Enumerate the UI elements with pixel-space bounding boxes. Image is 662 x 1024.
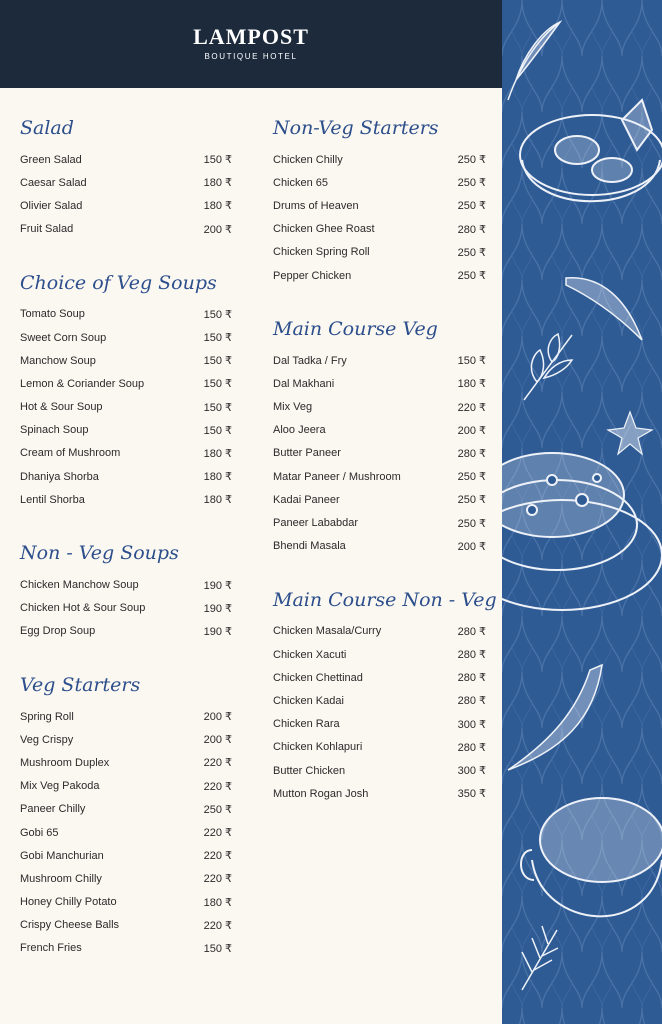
brand-subtitle: BOUTIQUE HOTEL [204, 52, 298, 61]
menu-item-name: Kadai Paneer [273, 493, 340, 506]
menu-item-price: 220 ₹ [203, 919, 232, 932]
menu-item-name: Mushroom Duplex [20, 756, 110, 769]
menu-item-name: Aloo Jeera [273, 424, 326, 437]
menu-item-price: 180 ₹ [203, 447, 232, 460]
menu-item-name: Spinach Soup [20, 424, 89, 437]
menu-item [273, 241, 486, 264]
menu-item [20, 867, 232, 890]
menu-section-non-veg-starters [273, 112, 486, 287]
menu-item-price: 220 ₹ [203, 757, 232, 770]
menu-item-price: 250 ₹ [457, 246, 486, 259]
menu-item [20, 218, 232, 241]
menu-item-price: 150 ₹ [203, 332, 232, 345]
menu-item-name: Paneer Lababdar [273, 517, 359, 530]
menu-item-name: Mix Veg Pakoda [20, 780, 100, 793]
menu-item [273, 488, 486, 511]
menu-item-price: 220 ₹ [203, 827, 232, 840]
menu-item [273, 194, 486, 217]
menu-item-name: Gobi Manchurian [20, 849, 104, 862]
menu-item-price: 250 ₹ [203, 803, 232, 816]
menu-item-price: 280 ₹ [457, 741, 486, 754]
section-title: Choice of Veg Soups [20, 271, 217, 294]
menu-item [273, 419, 486, 442]
menu-item [20, 372, 232, 395]
menu-item [273, 782, 486, 805]
menu-item-price: 280 ₹ [457, 649, 486, 662]
menu-item-name: Mutton Rogan Josh [273, 787, 369, 800]
menu-item-price: 180 ₹ [203, 200, 232, 213]
menu-item [20, 194, 232, 217]
menu-item-name: French Fries [20, 942, 82, 955]
menu-item-name: Crispy Cheese Balls [20, 919, 120, 932]
menu-item [273, 620, 486, 643]
menu-item-name: Mix Veg [273, 401, 313, 414]
menu-section-main-course-veg [273, 313, 486, 558]
menu-item-name: Chicken Xacuti [273, 648, 347, 661]
menu-item-price: 150 ₹ [203, 308, 232, 321]
menu-item-name: Chicken Spring Roll [273, 246, 370, 259]
menu-item-price: 250 ₹ [457, 154, 486, 167]
menu-item-name: Sweet Corn Soup [20, 331, 107, 344]
menu-item-name: Dhaniya Shorba [20, 470, 99, 483]
menu-item-name: Tomato Soup [20, 308, 85, 321]
menu-item-name: Manchow Soup [20, 354, 96, 367]
menu-item-name: Caesar Salad [20, 176, 87, 189]
menu-item [273, 643, 486, 666]
menu-item-price: 150 ₹ [203, 355, 232, 368]
menu-item-name: Honey Chilly Potato [20, 896, 117, 909]
menu-item-price: 180 ₹ [203, 896, 232, 909]
menu-item-price: 250 ₹ [457, 494, 486, 507]
menu-item-name: Paneer Chilly [20, 803, 86, 816]
menu-item [273, 736, 486, 759]
menu-item [20, 751, 232, 774]
menu-item-name: Butter Paneer [273, 447, 341, 460]
menu-item-name: Dal Tadka / Fry [273, 354, 347, 367]
menu-item-price: 150 ₹ [203, 424, 232, 437]
menu-item-name: Chicken Chilly [273, 153, 343, 166]
menu-item-price: 200 ₹ [203, 734, 232, 747]
menu-item [20, 844, 232, 867]
menu-item-price: 200 ₹ [203, 711, 232, 724]
brand-name: LAMPOST [193, 24, 309, 49]
section-title: Non-Veg Starters [273, 117, 439, 139]
section-title: Main Course Veg [273, 318, 438, 341]
menu-item [20, 303, 232, 326]
menu-item-price: 180 ₹ [203, 494, 232, 507]
menu-item-price: 250 ₹ [457, 517, 486, 530]
menu-item-price: 150 ₹ [203, 942, 232, 955]
menu-item [273, 264, 486, 287]
menu-item-name: Olivier Salad [20, 199, 83, 212]
menu-item-name: Lentil Shorba [20, 493, 85, 506]
menu-item-name: Dal Makhani [273, 377, 335, 390]
menu-section-choice-of-veg-soups [20, 267, 232, 512]
menu-item-price: 180 ₹ [457, 378, 486, 391]
menu-item [273, 759, 486, 782]
menu-item-name: Fruit Salad [20, 223, 74, 236]
menu-item-price: 250 ₹ [457, 471, 486, 484]
menu-item-name: Chicken Rara [273, 718, 340, 731]
menu-item [20, 442, 232, 465]
menu-item [20, 171, 232, 194]
menu-item-name: Cream of Mushroom [20, 447, 121, 460]
menu-item-price: 220 ₹ [203, 780, 232, 793]
menu-item-price: 280 ₹ [457, 695, 486, 708]
menu-item-price: 190 ₹ [203, 625, 232, 638]
menu-item-price: 280 ₹ [457, 672, 486, 685]
menu-item [273, 511, 486, 534]
decorative-panel [502, 0, 662, 1024]
menu-item-price: 250 ₹ [457, 270, 486, 283]
menu-item [20, 891, 232, 914]
menu-section-veg-starters [20, 669, 232, 960]
menu-item-price: 150 ₹ [457, 355, 486, 368]
menu-item [273, 218, 486, 241]
menu-item [20, 597, 232, 620]
menu-item [273, 396, 486, 419]
menu-item [20, 488, 232, 511]
menu-item [273, 372, 486, 395]
menu-item [20, 620, 232, 643]
menu-column-left [20, 112, 232, 986]
menu-item [20, 573, 232, 596]
menu-item [20, 798, 232, 821]
menu-item-price: 220 ₹ [203, 850, 232, 863]
menu-item-name: Chicken Kadai [273, 694, 344, 707]
menu-item-price: 220 ₹ [457, 401, 486, 414]
menu-item [273, 442, 486, 465]
menu-section-salad [20, 112, 232, 241]
menu-item [273, 666, 486, 689]
menu-item-price: 180 ₹ [203, 177, 232, 190]
menu-item-price: 280 ₹ [457, 223, 486, 236]
menu-item-name: Chicken 65 [273, 176, 329, 189]
menu-item-name: Chicken Hot & Sour Soup [20, 602, 146, 615]
section-title: Veg Starters [20, 674, 141, 696]
menu-item [273, 535, 486, 558]
menu-item-name: Egg Drop Soup [20, 625, 96, 638]
menu-item-price: 280 ₹ [457, 447, 486, 460]
menu-section-non-veg-soups [20, 537, 232, 643]
menu-item-name: Chicken Manchow Soup [20, 579, 139, 592]
menu-item-price: 250 ₹ [457, 177, 486, 190]
menu-item-name: Drums of Heaven [273, 199, 359, 212]
menu-item-name: Pepper Chicken [273, 269, 352, 282]
menu-item [273, 148, 486, 171]
menu-item [20, 937, 232, 960]
section-title: Salad [20, 117, 74, 139]
menu-column-right [273, 112, 497, 831]
menu-item-name: Veg Crispy [20, 733, 74, 746]
menu-item-name: Gobi 65 [20, 826, 59, 839]
menu-item [20, 705, 232, 728]
menu-item [20, 396, 232, 419]
menu-item-name: Chicken Masala/Curry [273, 625, 382, 638]
menu-item-name: Bhendi Masala [273, 540, 346, 553]
menu-item-price: 280 ₹ [457, 625, 486, 638]
menu-item [273, 171, 486, 194]
menu-item-name: Lemon & Coriander Soup [20, 377, 145, 390]
menu-item [20, 349, 232, 372]
menu-item-name: Green Salad [20, 153, 82, 166]
menu-item-price: 200 ₹ [457, 540, 486, 553]
menu-item-price: 190 ₹ [203, 602, 232, 615]
menu-item-price: 300 ₹ [457, 765, 486, 778]
menu-section-main-course-non-veg [273, 584, 497, 806]
menu-item [20, 326, 232, 349]
menu-item-price: 250 ₹ [457, 200, 486, 213]
menu-item [20, 775, 232, 798]
menu-item-price: 190 ₹ [203, 579, 232, 592]
menu-item [20, 728, 232, 751]
menu-item-name: Matar Paneer / Mushroom [273, 470, 401, 483]
menu-item-name: Hot & Sour Soup [20, 401, 103, 414]
menu-item [20, 914, 232, 937]
menu-item [273, 465, 486, 488]
food-illustration [502, 0, 662, 1024]
menu-item-price: 350 ₹ [457, 788, 486, 801]
menu-item-name: Mushroom Chilly [20, 872, 102, 885]
menu-item-price: 220 ₹ [203, 873, 232, 886]
menu-item [20, 148, 232, 171]
menu-item-price: 200 ₹ [203, 223, 232, 236]
menu-item-name: Chicken Chettinad [273, 671, 363, 684]
menu-item [273, 713, 486, 736]
menu-item-price: 150 ₹ [203, 378, 232, 391]
menu-item [273, 349, 486, 372]
header-banner [0, 0, 502, 88]
menu-item [20, 821, 232, 844]
menu-item-price: 150 ₹ [203, 154, 232, 167]
menu-item-name: Chicken Kohlapuri [273, 741, 363, 754]
menu-item-price: 300 ₹ [457, 718, 486, 731]
menu-item-name: Chicken Ghee Roast [273, 223, 375, 236]
menu-item-price: 180 ₹ [203, 471, 232, 484]
menu-item [20, 419, 232, 442]
menu-item-price: 200 ₹ [457, 424, 486, 437]
menu-item-name: Spring Roll [20, 710, 74, 723]
section-title: Non - Veg Soups [20, 542, 179, 565]
section-title: Main Course Non - Veg [273, 588, 497, 611]
menu-item [273, 689, 486, 712]
menu-item-price: 150 ₹ [203, 401, 232, 414]
menu-item-name: Butter Chicken [273, 764, 346, 777]
menu-item [20, 465, 232, 488]
